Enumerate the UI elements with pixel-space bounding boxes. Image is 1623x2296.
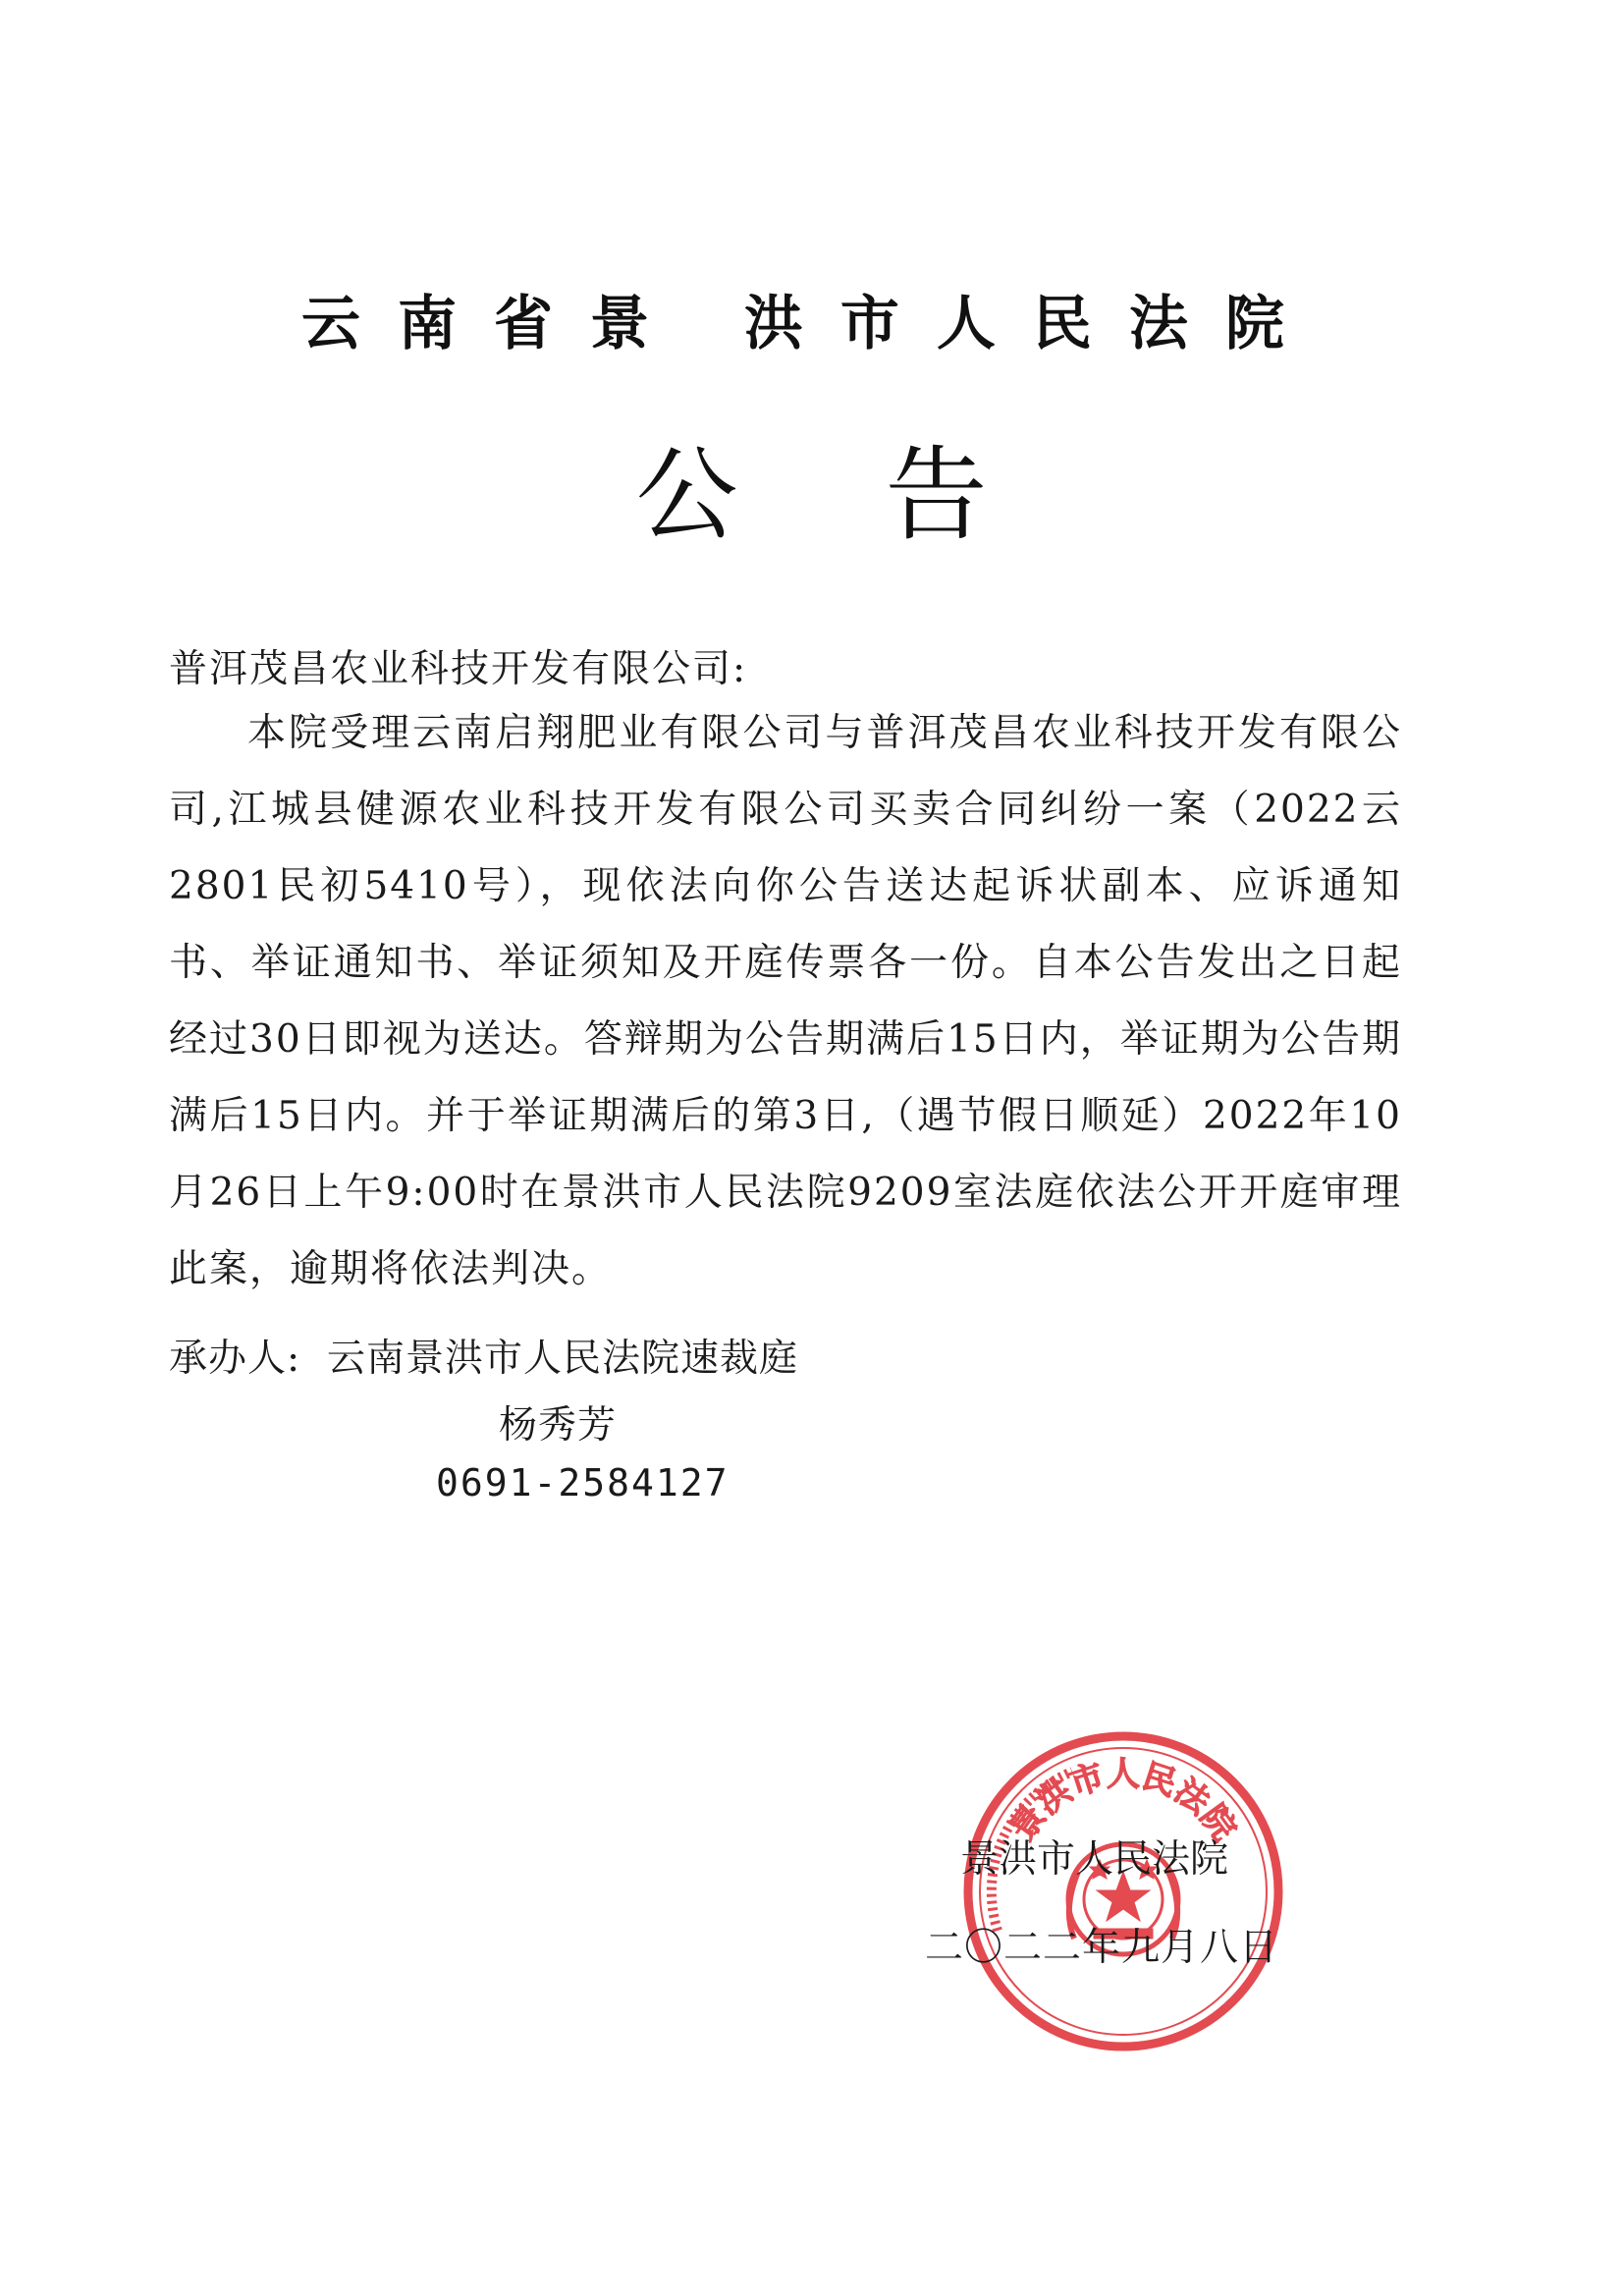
- document-title: 公告: [635, 435, 1135, 555]
- handler-name: 杨秀芳: [499, 1403, 618, 1448]
- addressee: 普洱茂昌农业科技开发有限公司:: [169, 647, 748, 691]
- signature-date: 二〇二二年九月八日: [925, 1926, 1279, 1970]
- court-name-heading: 云南省景 洪市人民法院: [301, 290, 1322, 358]
- seal-text: 景洪市人民法院: [1002, 1755, 1244, 1848]
- notice-body: 本院受理云南启翔肥业有限公司与普洱茂昌农业科技开发有限公司,江城县健源农业科技开发有限公司买卖合同纠纷一案（2022云2801民初5410号），现依法向你公告送达起诉状副本、应诉通知书、举证通知书、举证须知及开庭传票各一份。自本公告发出之日起经过30日即视为送达。答辩期为公告期满后15日内，举证期为公告期满后15日内。并于举证期满后的第3日,（遇节假日顺延）2022年10月26日上午9:00时在景洪市人民法院9209室法庭依法公开开庭审理此案，逾期将依法判决。: [169, 711, 1402, 1291]
- handler-label: 承办人:: [169, 1337, 301, 1381]
- handler-phone: 0691-2584127: [436, 1461, 730, 1504]
- handler-line: [169, 1328, 798, 1383]
- handler-department: 云南景洪市人民法院速裁庭: [326, 1337, 798, 1381]
- signature-court: 景洪市人民法院: [960, 1837, 1229, 1882]
- court-seal-icon: [956, 1724, 1290, 2058]
